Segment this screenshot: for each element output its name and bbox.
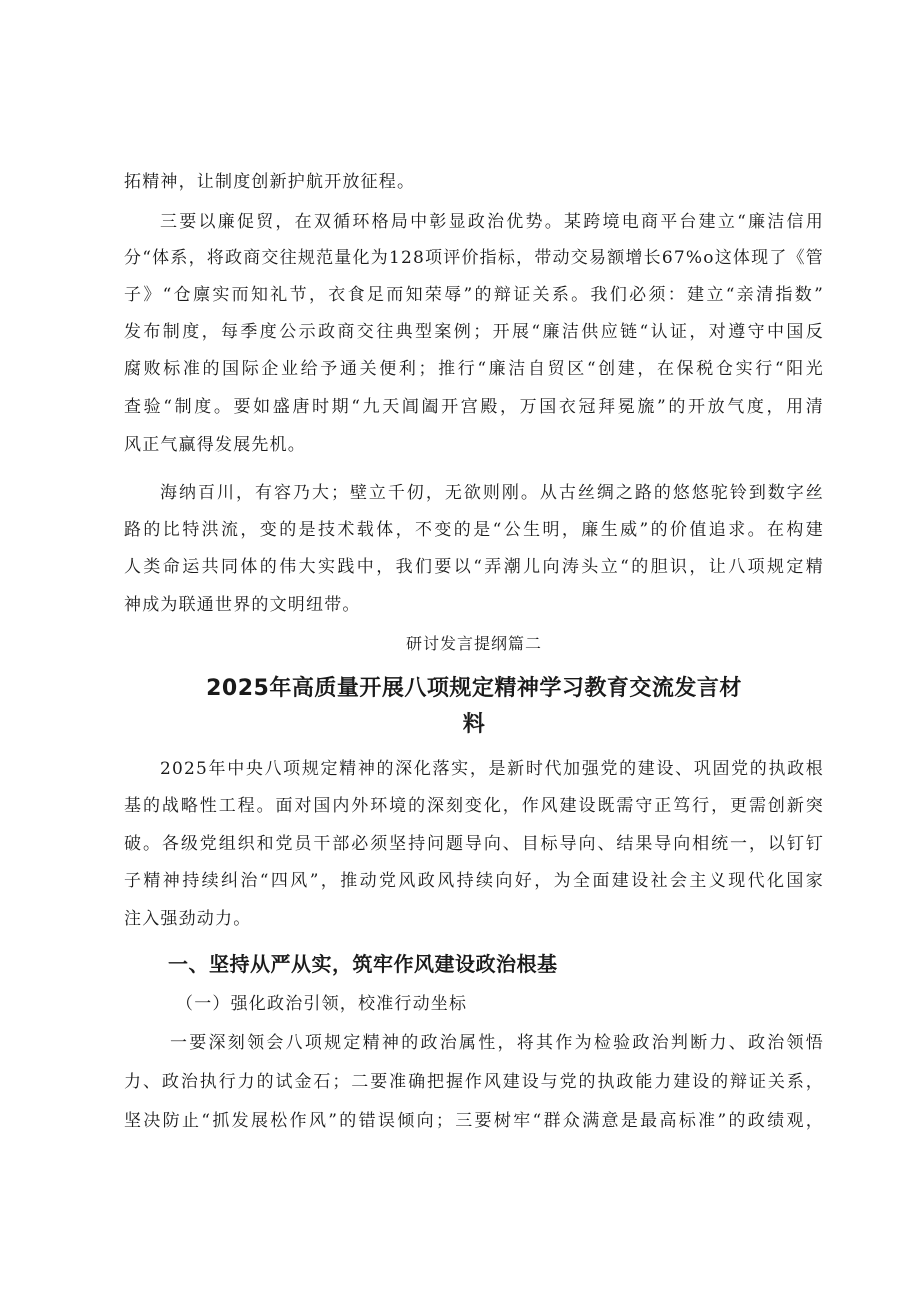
paragraph-line: 注入强劲动力。: [124, 909, 252, 929]
paragraph-line: 神成为联通世界的文明纽带。: [124, 595, 361, 615]
paragraph-line: 力、政治执行力的试金石；二要准确把握作风建设与党的执政能力建设的辩证关系，: [124, 1072, 824, 1092]
paragraph-line: 子》“仓廪实而知礼节，衣食足而知荣辱”的辩证关系。我们必须：建立“亲清指数”: [124, 285, 824, 305]
paragraph-line: 查验“制度。要如盛唐时期“九天阊阖开宫殿，万国衣冠拜冕旒”的开放气度，用清: [124, 397, 824, 417]
paragraph-line: 路的比特洪流，变的是技术载体，不变的是“公生明，廉生威”的价值追求。在构建: [124, 520, 824, 540]
paragraph-line: 拓精神，让制度创新护航开放征程。: [124, 172, 416, 192]
paragraph-line: 三要以廉促贸，在双循环格局中彰显政治优势。某跨境电商平台建立“廉洁信用: [160, 212, 824, 232]
heading-level-1: 一、坚持从严从实，筑牢作风建设政治根基: [168, 952, 558, 976]
paragraph-line: 破。各级党组织和党员干部必须坚持问题导向、目标导向、结果导向相统一，以钉钉: [124, 834, 824, 854]
paragraph-line: 基的战略性工程。面对国内外环境的深刻变化，作风建设既需守正笃行，更需创新突: [124, 796, 824, 816]
paragraph-line: 海纳百川，有容乃大；壁立千仞，无欲则刚。从古丝绸之路的悠悠驼铃到数字丝: [160, 483, 824, 503]
paragraph-line: 分“体系，将政商交往规范量化为128项评价指标，带动交易额增长67%o这体现了《管: [124, 248, 824, 268]
paragraph-line: 风正气赢得发展先机。: [124, 435, 306, 455]
paragraph-line: 2025年中央八项规定精神的深化落实，是新时代加强党的建设、巩固党的执政根: [160, 759, 824, 779]
section-title-continued: 料: [462, 712, 486, 737]
heading-level-2: （一）强化政治引领，校准行动坐标: [176, 994, 468, 1014]
paragraph-line: 子精神持续纠治“四风”，推动党风政风持续向好，为全面建设社会主义现代化国家: [124, 871, 824, 891]
section-title: 2025年高质量开展八项规定精神学习教育交流发言材: [206, 676, 742, 701]
paragraph-line: 一要深刻领会八项规定精神的政治属性，将其作为检验政治判断力、政治领悟: [170, 1033, 824, 1053]
paragraph-line: 发布制度，每季度公示政商交往典型案例；开展“廉洁供应链“认证，对遵守中国反: [124, 322, 824, 342]
section-subtitle: 研讨发言提纲篇二: [405, 634, 542, 653]
paragraph-line: 腐败标准的国际企业给予通关便利；推行“廉洁自贸区“创建，在保税仓实行“阳光: [124, 359, 824, 379]
paragraph-line: 坚决防止“抓发展松作风”的错误倾向；三要树牢“群众满意是最高标准”的政绩观，: [124, 1111, 824, 1131]
paragraph-line: 人类命运共同体的伟大实践中，我们要以“弄潮儿向涛头立“的胆识，让八项规定精: [124, 557, 824, 577]
